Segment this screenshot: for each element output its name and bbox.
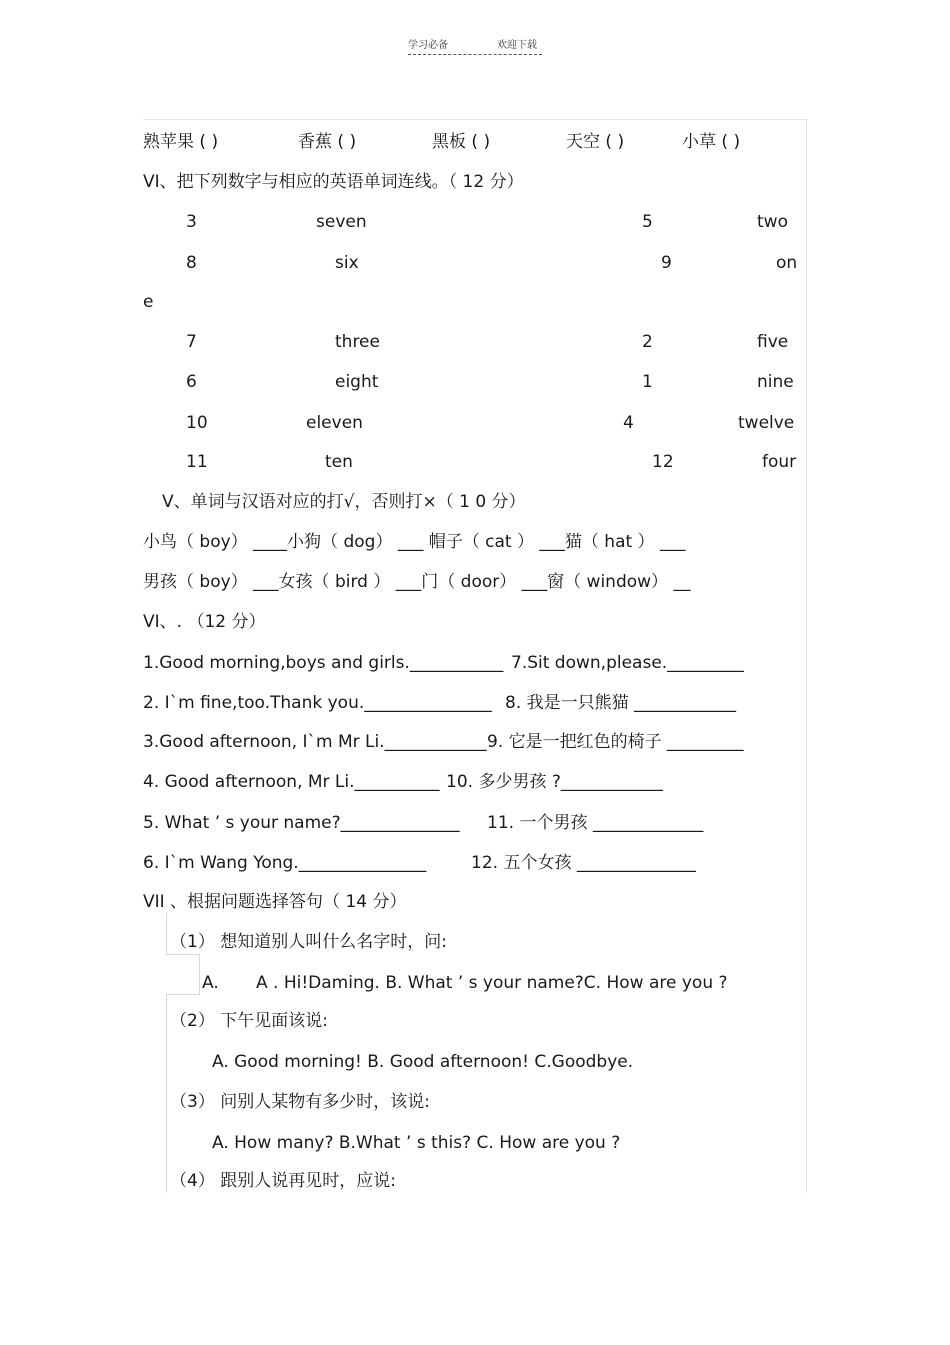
translate-item: 12. 五个女孩 ______________ [471, 853, 696, 873]
word-item: 香蕉 ( ) [298, 132, 357, 152]
box-line [199, 954, 200, 994]
question: （3） 问别人某物有多少时，该说: [170, 1092, 430, 1112]
section-title: VII 、根据问题选择答句（ 14 分） [143, 892, 407, 912]
tick-line: 小鸟（ boy） ____小狗（ dog） ___ 帽子（ cat ） ___猫（ hat ） ___ [143, 532, 686, 552]
translate-item: 1.Good morning,boys and girls.___________ [143, 653, 504, 673]
translate-item: 5. What ’ s your name?______________ [143, 813, 460, 833]
match-word: on [776, 253, 798, 273]
word-item: 小草 ( ) [682, 132, 741, 152]
match-number: 7 [186, 332, 197, 352]
header-right: 欢迎下载 [497, 40, 537, 51]
frame-right-line [806, 119, 807, 1193]
match-number: 10 [186, 413, 208, 433]
section-title: VI、把下列数字与相应的英语单词连线。（ 12 分） [143, 172, 524, 192]
answer-options: A. How many? B.What ’ s this? C. How are you ? [212, 1133, 621, 1153]
match-word: eight [335, 372, 379, 392]
section-title: VI、. （12 分） [143, 612, 266, 632]
match-number: 6 [186, 372, 197, 392]
tick-line: 男孩（ boy） ___女孩（ bird ） ___门（ door） ___窗（ window） __ [143, 572, 691, 592]
match-word-wrap: e [143, 292, 154, 312]
translate-item: 11. 一个男孩 _____________ [487, 813, 704, 833]
match-word: six [335, 253, 359, 273]
match-word: twelve [738, 413, 795, 433]
translate-item: 4. Good afternoon, Mr Li.__________ [143, 772, 440, 792]
match-number: 9 [661, 253, 672, 273]
box-line [166, 994, 200, 995]
translate-item: 2. I`m fine,too.Thank you._______________ [143, 693, 492, 713]
match-word: four [762, 452, 797, 472]
box-line [166, 913, 167, 954]
answer-options: A. Good morning! B. Good afternoon! C.Goodbye. [212, 1052, 634, 1072]
question: （1） 想知道别人叫什么名字时，问: [170, 932, 447, 952]
box-line [166, 954, 200, 955]
match-word: nine [757, 372, 794, 392]
header-divider [408, 54, 542, 55]
match-word: eleven [306, 413, 363, 433]
header-left: 学习必备 [408, 40, 448, 51]
translate-item: 8. 我是一只熊猫 ____________ [505, 693, 737, 713]
match-number: 11 [186, 452, 208, 472]
match-word: five [757, 332, 789, 352]
translate-item: 9. 它是一把红色的椅子 _________ [487, 732, 744, 752]
word-item: 熟苹果 ( ) [143, 132, 219, 152]
match-number: 5 [642, 212, 653, 232]
word-item: 黑板 ( ) [432, 132, 491, 152]
match-number: 8 [186, 253, 197, 273]
frame-top-line [143, 119, 807, 120]
question: （4） 跟别人说再见时，应说: [170, 1171, 396, 1191]
match-word: seven [316, 212, 367, 232]
section-title: V、单词与汉语对应的打√，否则打×（ 1 0 分） [162, 492, 526, 512]
match-word: ten [325, 452, 353, 472]
match-word: two [757, 212, 788, 232]
answer-label: A. [202, 973, 219, 993]
match-number: 12 [652, 452, 674, 472]
translate-item: 6. I`m Wang Yong._______________ [143, 853, 427, 873]
translate-item: 10. 多少男孩 ?____________ [446, 772, 663, 792]
question: （2） 下午见面该说: [170, 1011, 328, 1031]
match-number: 3 [186, 212, 197, 232]
match-number: 1 [642, 372, 653, 392]
match-word: three [335, 332, 380, 352]
match-number: 4 [623, 413, 634, 433]
match-number: 2 [642, 332, 653, 352]
box-line [166, 994, 167, 1193]
translate-item: 7.Sit down,please._________ [511, 653, 744, 673]
translate-item: 3.Good afternoon, I`m Mr Li.____________ [143, 732, 487, 752]
word-item: 天空 ( ) [566, 132, 625, 152]
answer-options: A . Hi!Daming. B. What ’ s your name?C. How are you ? [256, 973, 728, 993]
